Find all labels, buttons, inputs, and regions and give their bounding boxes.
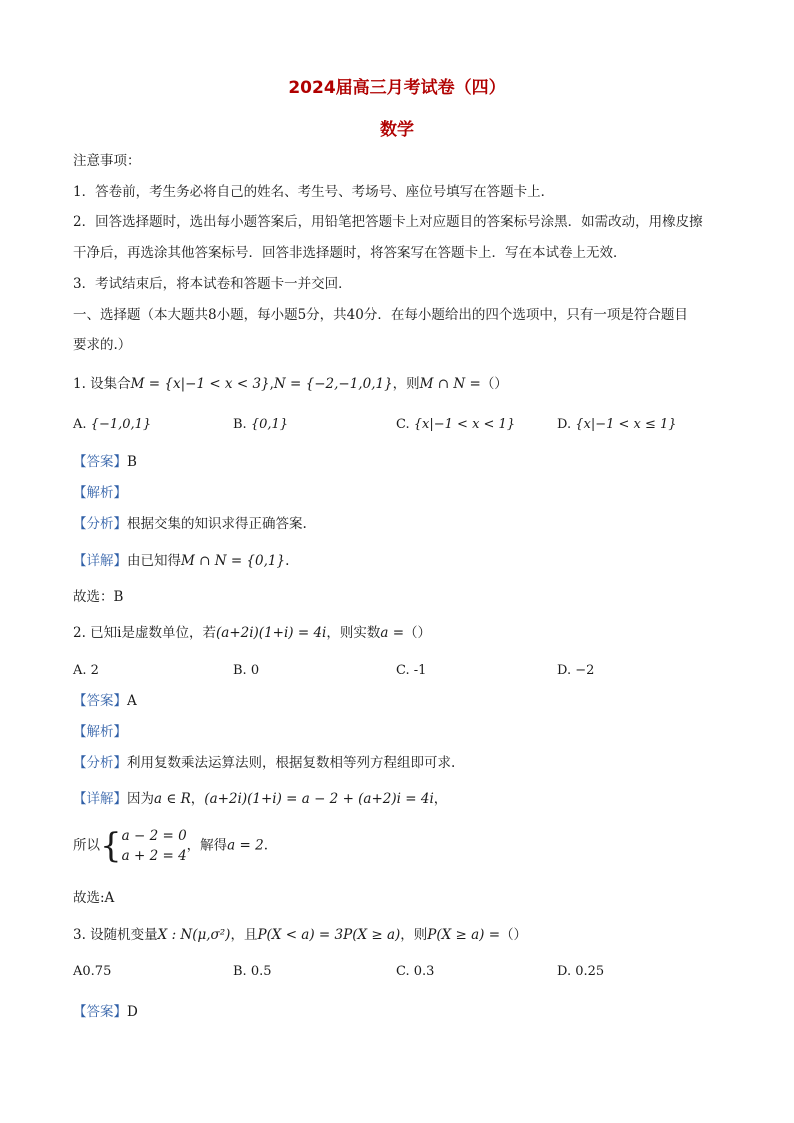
q1-answer-tag: 【答案】 (73, 454, 127, 470)
q1-fenxi-tag: 【分析】 (73, 516, 127, 532)
q2-solve-end: . (263, 837, 268, 854)
notice-item-2a: 2．回答选择题时，选出每小题答案后，用铅笔把答题卡上对应题目的答案标号涂黑．如需改动，用橡皮擦 (73, 214, 703, 230)
q3-option-b (233, 963, 272, 981)
left-brace-icon: { (100, 826, 122, 866)
q2-equation-system (122, 826, 187, 866)
q2-answer (73, 692, 137, 710)
q2-choose: 故选:A (73, 890, 115, 906)
q3-option-c-label: C. (396, 964, 410, 979)
q1-option-a-value: {−1,0,1} (90, 417, 152, 432)
q2-fenxi (73, 754, 455, 772)
q1-detail-math: M ∩ N = {0,1} (181, 553, 286, 569)
q2-system (73, 826, 268, 866)
q2-fenxi-text: 利用复数乘法运算法则，根据复数相等列方程组即可求. (127, 755, 456, 771)
q1-fenxi (73, 515, 307, 533)
q2-detail-tag: 【详解】 (73, 791, 127, 807)
q3-option-d-label: D. (557, 964, 572, 979)
q2-prefix: 2. 已知i是虚数单位，若 (73, 625, 216, 641)
q1-set-m: M = {x|−1 < x < 3} (130, 376, 270, 392)
q2-detail-end: ， (433, 791, 448, 807)
q2-option-d-value: −2 (575, 663, 595, 678)
q3-option-c-value: 0.3 (413, 964, 435, 979)
q2-analysis-tag (73, 723, 127, 741)
question-2 (73, 624, 431, 642)
q1-analysis-tag (73, 484, 127, 502)
q3-condition: P(X < a) = 3P(X ≥ a) (257, 927, 401, 943)
q2-option-b-value: 0 (250, 663, 260, 678)
q1-option-d (557, 416, 677, 434)
q2-ask: a = (380, 625, 405, 641)
q2-so-text: 所以 (73, 837, 100, 854)
notice-item-3: 3．考试结束后，将本试卷和答题卡一并交回． (73, 276, 352, 292)
q3-option-b-label: B. (233, 964, 247, 979)
q1-detail-end: . (285, 553, 290, 569)
q1-detail-text: 由已知得 (127, 553, 181, 569)
q2-option-b (233, 662, 259, 680)
q2-paren: （） (404, 625, 432, 641)
q3-distribution: X : N(μ,σ²) (157, 927, 231, 943)
q3-option-a: A0.75 (73, 964, 112, 979)
q3-option-d-value: 0.25 (575, 964, 605, 979)
section-heading-1: 一、选择题（本大题共8小题，每小题5分，共40分．在每小题给出的四个选项中，只有一项是符合题目 (73, 307, 688, 323)
q3-mid: ，且 (230, 927, 258, 943)
q2-sys-eq-1: a − 2 = 0 (121, 828, 187, 844)
q2-option-d (557, 662, 594, 680)
q2-answer-value: A (127, 693, 137, 709)
q2-option-c-label: C. (396, 663, 410, 678)
subject-title: 数学 (380, 120, 414, 140)
q1-choose: 故选：B (73, 589, 124, 605)
q1-answer (73, 453, 137, 471)
q3-answer-value: D (127, 1004, 138, 1020)
q2-detail-text: 因为 (127, 791, 154, 807)
notice-item-2b: 干净后，再选涂其他答案标号．回答非选择题时，将答案写在答题卡上．写在本试卷上无效． (73, 245, 627, 261)
q2-option-b-label: B. (233, 663, 247, 678)
q3-ask: P(X ≥ a) = (427, 927, 501, 943)
q1-option-c-value: {x|−1 < x < 1} (413, 417, 516, 432)
q2-option-d-label: D. (557, 663, 572, 678)
question-3 (73, 926, 527, 944)
q3-option-d (557, 963, 604, 981)
q1-option-c (396, 416, 515, 434)
q1-option-d-value: {x|−1 < x ≤ 1} (575, 417, 677, 432)
q1-ask: M ∩ N = (419, 376, 481, 392)
q1-prefix: 1. 设集合 (73, 376, 131, 392)
q2-option-a-label: A. (73, 663, 87, 678)
q2-solve-value: a = 2 (227, 837, 264, 854)
q1-option-b-label: B. (233, 417, 247, 432)
q3-suffix: ，则 (400, 927, 428, 943)
q3-paren: （） (500, 927, 528, 943)
q2-fenxi-tag: 【分析】 (73, 755, 127, 771)
q2-analysis-label: 【解析】 (73, 724, 127, 740)
notice-item-1: 1．答卷前，考生务必将自己的姓名、考生号、考场号、座位号填写在答题卡上． (73, 184, 555, 200)
section-heading-2: 要求的.） (73, 337, 132, 353)
q2-option-c (396, 662, 426, 680)
q1-option-b-value: {0,1} (250, 417, 289, 432)
q1-option-c-label: C. (396, 417, 410, 432)
q1-option-d-label: D. (557, 417, 572, 432)
q2-detail: 【详解】因为a ∈ R，(a+2i)(1+i) = a − 2 + (a+2)i = 4i， (73, 791, 448, 807)
q1-answer-value: B (127, 454, 137, 470)
q1-detail (73, 552, 289, 570)
q2-suffix: ，则实数 (326, 625, 381, 641)
question-1: 1. 设集合M = {x|−1 < x < 3},N = {−2,−1,0,1}，则M ∩ N =（） (73, 376, 508, 392)
q1-paren: （） (480, 376, 508, 392)
q1-fenxi-text: 根据交集的知识求得正确答案. (127, 516, 307, 532)
q1-detail-tag: 【详解】 (73, 553, 127, 569)
q2-detail-cond: a ∈ R (154, 791, 191, 807)
q1-set-n: N = {−2,−1,0,1} (273, 376, 393, 392)
q1-option-a-label: A. (73, 417, 87, 432)
q2-equation: (a+2i)(1+i) = 4i (216, 625, 327, 641)
q1-option-a (73, 416, 151, 434)
q2-solve-text: ，解得 (186, 837, 228, 854)
q2-option-a (73, 662, 99, 680)
q3-prefix: 3. 设随机变量 (73, 927, 158, 943)
q1-suffix: ，则 (392, 376, 420, 392)
q2-option-c-value: -1 (413, 663, 427, 678)
q3-option-b-value: 0.5 (250, 964, 272, 979)
notice-heading: 注意事项： (73, 153, 141, 169)
q2-sys-eq-2: a + 2 = 4 (121, 848, 187, 864)
q3-answer-tag: 【答案】 (73, 1004, 127, 1020)
q2-answer-tag: 【答案】 (73, 693, 127, 709)
q2-detail-eq: (a+2i)(1+i) = a − 2 + (a+2)i = 4i (204, 791, 434, 807)
q3-answer (73, 1003, 138, 1021)
q1-option-b (233, 416, 288, 434)
exam-title: 2024届高三月考试卷（四） (288, 78, 506, 98)
q1-analysis-label: 【解析】 (73, 485, 127, 501)
q2-option-a-value: 2 (90, 663, 99, 678)
q3-option-c (396, 963, 434, 981)
